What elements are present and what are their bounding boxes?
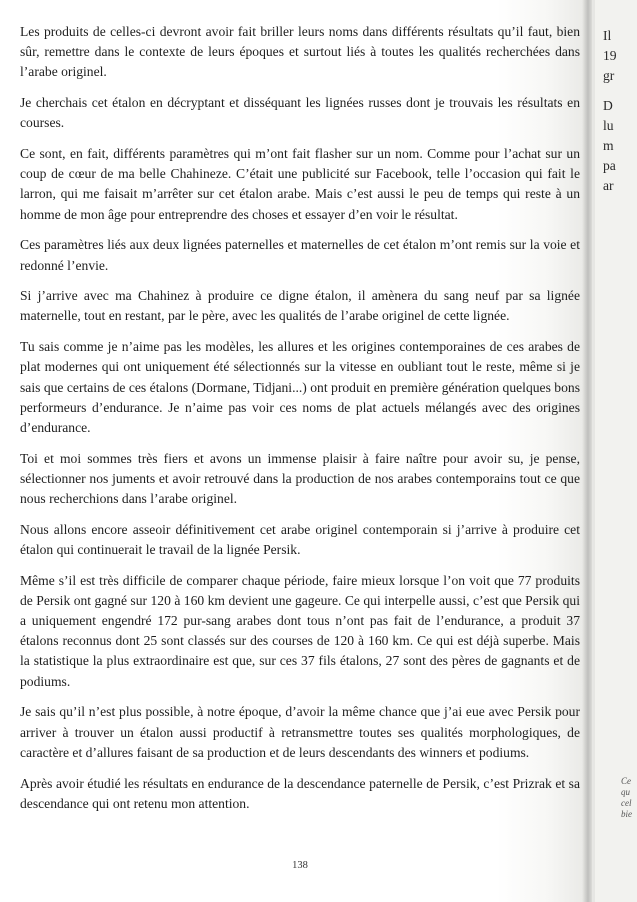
caption-line: cel: [621, 798, 632, 808]
facing-line: Il: [603, 28, 612, 43]
paragraph-5: Si j’arrive avec ma Chahinez à produire ce digne étalon, il amènera du sang neuf par sa lignée maternelle, tout en restant, par le père, avec les qualités de l’arabe originel de cette lignée.: [20, 288, 580, 324]
caption-line: bie: [621, 809, 632, 819]
paragraph-10: Je sais qu’il n’est plus possible, à notre époque, d’avoir la même chance que j’ai eue avec Persik pour arriver à trouver un étalon aussi productif à retransmettre toutes ses qualités morphologiques, de caractère et d’allures faisant de sa production et de leurs descendants des winners et podiums.: [20, 704, 580, 760]
paragraph-9: Même s’il est très difficile de comparer chaque période, faire mieux lorsque l’on voit que 77 produits de Persik ont gagné sur 120 à 160 km devient une gageure. Ce qui interpelle aussi, c’est que Persik qui a uniquement engendré 172 pur-sang arabes dont tous n’ont pas fait de l’endurance, a produit 37 étalons reconnus dont 25 sont classés sur des courses de 120 à 160 km. Ce qui est déjà superbe. Mais la statistique la plus extraordinaire est que, sur ces 37 fils étalons, 27 sont des pères de gagnants et de podiums.: [20, 572, 580, 689]
facing-line: gr: [603, 68, 615, 83]
paragraph-1: Les produits de celles-ci devront avoir fait briller leurs noms dans différents résultats qu’il faut, bien sûr, remettre dans le contexte de leurs époques et surtout liés à toutes les qualités recherchées dans l’arabe originel.: [20, 24, 580, 80]
body-text: [20, 22, 580, 824]
facing-line: 19: [603, 48, 617, 63]
facing-line: m: [603, 138, 614, 153]
paragraph-6: Tu sais comme je n’aime pas les modèles, les allures et les origines contemporaines de ces arabes de plat modernes qui ont uniquement été sélectionnés sur la vitesse en oubliant tout le reste, même si je sais que certains de ces étalons (Dormane, Tidjani...) ont produit en première génération quelques bons performeurs d’endurance. Je n’aime pas voir ces noms de plat actuels mélangés avec des origines d’endurance.: [20, 339, 580, 435]
caption-line: qu: [621, 787, 630, 797]
paragraph-3: Ce sont, en fait, différents paramètres qui m’ont fait flasher sur un nom. Comme pour l’achat sur un coup de cœur de ma belle Chahineze. C’était une publicité sur Facebook, telle l’occasion qui fait le larron, qui me faisait m’arrêter sur cet étalon arabe. Mais c’est aussi le peu de temps qui reste à un homme de mon âge pour entreprendre des choses et essayer d’en voir le résultat.: [20, 146, 580, 222]
book-gutter-shadow: [582, 0, 592, 902]
facing-line: pa: [603, 158, 616, 173]
facing-line: ar: [603, 178, 614, 193]
facing-page-caption: [621, 776, 632, 820]
facing-page-text-top: [603, 26, 617, 86]
facing-page-text-mid: [603, 96, 616, 196]
facing-line: D: [603, 98, 613, 113]
paragraph-7: Toi et moi sommes très fiers et avons un immense plaisir à faire naître pour avoir su, je pense, sélectionner nos juments et avoir retrouvé dans la production de nos arabes contemporains tout ce que nous recherchions dans l’arabe originel.: [20, 450, 580, 507]
facing-line: lu: [603, 118, 614, 133]
paragraph-2: Je cherchais cet étalon en décryptant et disséquant les lignées russes dont je trouvais les résultats en courses.: [20, 95, 580, 131]
paragraph-4: Ces paramètres liés aux deux lignées paternelles et maternelles de cet étalon m’ont remis sur la voie et redonné l’envie.: [20, 237, 580, 273]
paragraph-8: Nous allons encore asseoir définitivement cet arabe originel contemporain si j’arrive à produire cet étalon qui continuerait le travail de la lignée Persik.: [20, 521, 580, 557]
caption-line: Ce: [621, 776, 631, 786]
paragraph-11: Après avoir étudié les résultats en endurance de la descendance paternelle de Persik, c’est Prizrak et sa descendance qui ont retenu mon attention.: [20, 775, 580, 811]
facing-page-edge: [595, 0, 637, 902]
page-number: 138: [292, 860, 308, 871]
